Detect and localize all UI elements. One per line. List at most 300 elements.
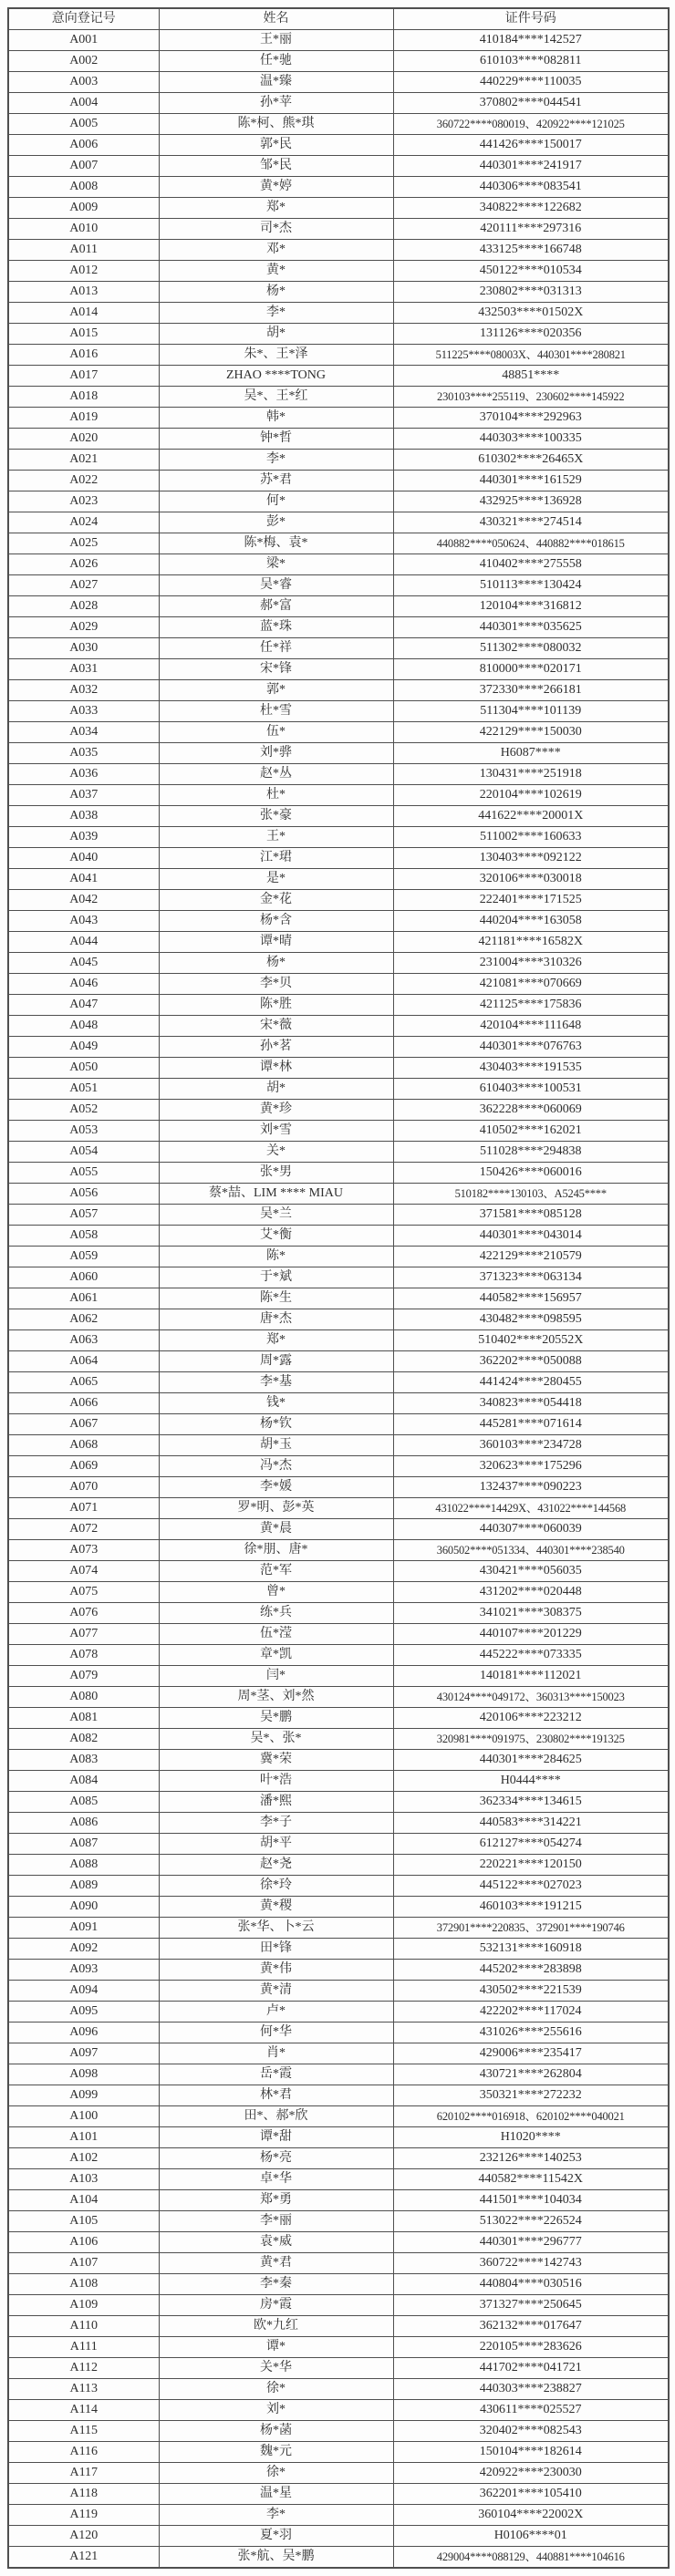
name-cell: 伍*滢 [159, 1624, 393, 1645]
table-row [8, 408, 669, 429]
table-body [8, 30, 669, 2569]
id-number-cell: 441426****150017 [393, 135, 669, 156]
table-row [8, 2002, 669, 2023]
registration-id-cell: A073 [8, 1540, 159, 1561]
table-row [8, 1121, 669, 1142]
id-number-cell: 430502****221539 [393, 1981, 669, 2002]
id-number-cell: 372901****220835、372901****190746 [393, 1918, 669, 1939]
table-row [8, 1687, 669, 1708]
name-cell: 李* [159, 303, 393, 324]
table-row [8, 1393, 669, 1414]
registration-id-cell: A063 [8, 1330, 159, 1351]
id-number-cell: 430403****191535 [393, 1058, 669, 1079]
registration-id-cell: A090 [8, 1897, 159, 1918]
id-number-cell: 432925****136928 [393, 491, 669, 512]
name-cell: 杜*雪 [159, 701, 393, 722]
registration-id-cell: A101 [8, 2127, 159, 2148]
registration-id-cell: A058 [8, 1226, 159, 1247]
id-number-cell: 230103****255119、230602****145922 [393, 387, 669, 408]
header-name: 姓名 [159, 8, 393, 30]
registration-id-cell: A010 [8, 219, 159, 240]
registration-id-cell: A017 [8, 366, 159, 387]
name-cell: 张*华、卜*云 [159, 1918, 393, 1939]
name-cell: 刘*骅 [159, 743, 393, 764]
id-number-cell: 140181****112021 [393, 1666, 669, 1687]
name-cell: 黄*君 [159, 2253, 393, 2274]
registration-id-cell: A114 [8, 2400, 159, 2421]
registration-id-cell: A018 [8, 387, 159, 408]
name-cell: 唐*杰 [159, 1309, 393, 1330]
registration-id-cell: A020 [8, 429, 159, 450]
name-cell: 温*臻 [159, 72, 393, 93]
table-row [8, 93, 669, 114]
id-number-cell: 341021****308375 [393, 1603, 669, 1624]
id-number-cell: 420106****223212 [393, 1708, 669, 1729]
table-row [8, 974, 669, 995]
registration-id-cell: A033 [8, 701, 159, 722]
table-row [8, 2526, 669, 2547]
name-cell: 黄*珍 [159, 1100, 393, 1121]
registration-id-cell: A039 [8, 827, 159, 848]
name-cell: 郑* [159, 1330, 393, 1351]
table-row [8, 2400, 669, 2421]
registration-id-cell: A056 [8, 1184, 159, 1205]
table-row [8, 1247, 669, 1267]
id-number-cell: 362201****105410 [393, 2484, 669, 2505]
registration-id-cell: A021 [8, 450, 159, 471]
name-cell: 伍* [159, 722, 393, 743]
table-row [8, 156, 669, 177]
name-cell: 杨* [159, 282, 393, 303]
table-row [8, 2547, 669, 2569]
registration-id-cell: A022 [8, 471, 159, 491]
registration-id-cell: A035 [8, 743, 159, 764]
name-cell: 黄*稷 [159, 1897, 393, 1918]
table-row [8, 1918, 669, 1939]
id-number-cell: 371327****250645 [393, 2295, 669, 2316]
id-number-cell: 430421****056035 [393, 1561, 669, 1582]
id-number-cell: 440804****030516 [393, 2274, 669, 2295]
table-row [8, 575, 669, 596]
id-number-cell: 460103****191215 [393, 1897, 669, 1918]
table-row [8, 198, 669, 219]
table-row [8, 1624, 669, 1645]
name-cell: 苏*君 [159, 471, 393, 491]
registration-id-cell: A068 [8, 1435, 159, 1456]
name-cell: 赵*丛 [159, 764, 393, 785]
id-number-cell: 410184****142527 [393, 30, 669, 51]
name-cell: 魏*元 [159, 2442, 393, 2463]
name-cell: 杨*钦 [159, 1414, 393, 1435]
registration-id-cell: A032 [8, 680, 159, 701]
registration-id-cell: A070 [8, 1477, 159, 1498]
id-number-cell: 440882****050624、440882****018615 [393, 533, 669, 554]
name-cell: 肖* [159, 2043, 393, 2064]
name-cell: 李*贝 [159, 974, 393, 995]
name-cell: 江*珺 [159, 848, 393, 869]
table-row [8, 2295, 669, 2316]
table-row [8, 72, 669, 93]
id-number-cell: 362334****134615 [393, 1792, 669, 1813]
table-row [8, 1792, 669, 1813]
table-row [8, 1771, 669, 1792]
registration-id-cell: A053 [8, 1121, 159, 1142]
id-number-cell: 320402****082543 [393, 2421, 669, 2442]
name-cell: 郑*勇 [159, 2190, 393, 2211]
name-cell: 欧*九红 [159, 2316, 393, 2337]
table-row [8, 1226, 669, 1247]
id-number-cell: 422129****210579 [393, 1247, 669, 1267]
table-row [8, 1981, 669, 2002]
id-number-cell: 440303****100335 [393, 429, 669, 450]
registration-id-cell: A109 [8, 2295, 159, 2316]
registration-id-cell: A076 [8, 1603, 159, 1624]
table-row [8, 471, 669, 491]
name-cell: 徐* [159, 2463, 393, 2484]
name-cell: 司*杰 [159, 219, 393, 240]
table-row [8, 1037, 669, 1058]
id-number-cell: 320623****175296 [393, 1456, 669, 1477]
id-number-cell: 511302****080032 [393, 638, 669, 659]
table-row [8, 324, 669, 345]
name-cell: 黄*婷 [159, 177, 393, 198]
name-cell: 韩* [159, 408, 393, 429]
name-cell: 陈*柯、熊*琪 [159, 114, 393, 135]
registration-id-cell: A078 [8, 1645, 159, 1666]
name-cell: 徐*玲 [159, 1876, 393, 1897]
id-number-cell: 610403****100531 [393, 1079, 669, 1100]
name-cell: 袁*威 [159, 2232, 393, 2253]
id-number-cell: 320981****091975、230802****191325 [393, 1729, 669, 1750]
table-row [8, 806, 669, 827]
registration-id-cell: A105 [8, 2211, 159, 2232]
table-row [8, 491, 669, 512]
id-number-cell: 441702****041721 [393, 2358, 669, 2379]
table-row [8, 1582, 669, 1603]
id-number-cell: 370802****044541 [393, 93, 669, 114]
table-row [8, 1184, 669, 1205]
id-number-cell: 445122****027023 [393, 1876, 669, 1897]
name-cell: 孙*茗 [159, 1037, 393, 1058]
header-registration-id: 意向登记号 [8, 8, 159, 30]
table-row [8, 680, 669, 701]
name-cell: 吴*、王*红 [159, 387, 393, 408]
registration-id-cell: A083 [8, 1750, 159, 1771]
id-number-cell: 220104****102619 [393, 785, 669, 806]
registration-id-cell: A116 [8, 2442, 159, 2463]
table-row [8, 1435, 669, 1456]
id-number-cell: 612127****054274 [393, 1834, 669, 1855]
registration-id-cell: A106 [8, 2232, 159, 2253]
registration-id-cell: A042 [8, 890, 159, 911]
name-cell: 李*媛 [159, 1477, 393, 1498]
registration-id-cell: A062 [8, 1309, 159, 1330]
table-row [8, 1645, 669, 1666]
name-cell: 胡* [159, 1079, 393, 1100]
name-cell: 王* [159, 827, 393, 848]
id-number-cell: 620102****016918、620102****040021 [393, 2106, 669, 2127]
table-row [8, 2043, 669, 2064]
registration-id-cell: A121 [8, 2547, 159, 2569]
registration-id-cell: A091 [8, 1918, 159, 1939]
table-row [8, 1100, 669, 1121]
table-row [8, 1372, 669, 1393]
registration-id-cell: A067 [8, 1414, 159, 1435]
table-row [8, 2148, 669, 2169]
registration-id-cell: A107 [8, 2253, 159, 2274]
registration-id-cell: A030 [8, 638, 159, 659]
table-row [8, 2274, 669, 2295]
table-row [8, 2442, 669, 2463]
table-row [8, 743, 669, 764]
registration-id-cell: A014 [8, 303, 159, 324]
id-number-cell: 440301****296777 [393, 2232, 669, 2253]
table-row [8, 1876, 669, 1897]
name-cell: 杨* [159, 953, 393, 974]
registration-id-cell: A077 [8, 1624, 159, 1645]
registration-id-cell: A086 [8, 1813, 159, 1834]
table-row [8, 282, 669, 303]
name-cell: 范*军 [159, 1561, 393, 1582]
name-cell: 刘*雪 [159, 1121, 393, 1142]
table-row [8, 1834, 669, 1855]
table-row [8, 450, 669, 471]
name-cell: ZHAO ****TONG [159, 366, 393, 387]
name-cell: 李*基 [159, 1372, 393, 1393]
table-row [8, 701, 669, 722]
registration-id-cell: A038 [8, 806, 159, 827]
registration-id-cell: A037 [8, 785, 159, 806]
table-row [8, 512, 669, 533]
table-row [8, 1267, 669, 1288]
table-row [8, 1939, 669, 1960]
registration-id-cell: A119 [8, 2505, 159, 2526]
name-cell: 任*祥 [159, 638, 393, 659]
id-number-cell: 511225****08003X、440301****280821 [393, 345, 669, 366]
table-row [8, 533, 669, 554]
name-cell: 钱* [159, 1393, 393, 1414]
name-cell: 杨*亮 [159, 2148, 393, 2169]
name-cell: 林*君 [159, 2085, 393, 2106]
id-number-cell: 372330****266181 [393, 680, 669, 701]
table-row [8, 1666, 669, 1687]
name-cell: 陈*胜 [159, 995, 393, 1016]
id-number-cell: 441501****104034 [393, 2190, 669, 2211]
registration-id-cell: A075 [8, 1582, 159, 1603]
id-number-cell: H1020**** [393, 2127, 669, 2148]
table-row [8, 2085, 669, 2106]
id-number-cell: 222401****171525 [393, 890, 669, 911]
name-cell: 邹*民 [159, 156, 393, 177]
registration-id-cell: A031 [8, 659, 159, 680]
id-number-cell: 440582****156957 [393, 1288, 669, 1309]
name-cell: 徐* [159, 2379, 393, 2400]
registration-id-cell: A108 [8, 2274, 159, 2295]
name-cell: 郭*民 [159, 135, 393, 156]
table-row [8, 764, 669, 785]
registration-id-cell: A071 [8, 1498, 159, 1519]
id-number-cell: 421081****070669 [393, 974, 669, 995]
name-cell: 房*霞 [159, 2295, 393, 2316]
registration-id-cell: A087 [8, 1834, 159, 1855]
table-row [8, 638, 669, 659]
id-number-cell: 421181****16582X [393, 932, 669, 953]
name-cell: 何*华 [159, 2023, 393, 2043]
name-cell: 朱*、王*泽 [159, 345, 393, 366]
name-cell: 关* [159, 1142, 393, 1163]
id-number-cell: 430611****025527 [393, 2400, 669, 2421]
registration-id-cell: A034 [8, 722, 159, 743]
registration-id-cell: A066 [8, 1393, 159, 1414]
id-number-cell: 429006****235417 [393, 2043, 669, 2064]
table-row [8, 2358, 669, 2379]
registration-id-cell: A098 [8, 2064, 159, 2085]
id-number-cell: 513022****226524 [393, 2211, 669, 2232]
id-number-cell: 360722****142743 [393, 2253, 669, 2274]
name-cell: 陈*梅、袁* [159, 533, 393, 554]
name-cell: 吴*睿 [159, 575, 393, 596]
table-row [8, 2106, 669, 2127]
id-number-cell: 440301****241917 [393, 156, 669, 177]
id-number-cell: 450122****010534 [393, 261, 669, 282]
name-cell: 周*露 [159, 1351, 393, 1372]
id-number-cell: 420922****230030 [393, 2463, 669, 2484]
id-number-cell: 440107****201229 [393, 1624, 669, 1645]
table-row [8, 785, 669, 806]
registration-id-cell: A103 [8, 2169, 159, 2190]
table-row [8, 1205, 669, 1226]
table-row [8, 1897, 669, 1918]
registration-id-cell: A081 [8, 1708, 159, 1729]
name-cell: 李*丽 [159, 2211, 393, 2232]
id-number-cell: 532131****160918 [393, 1939, 669, 1960]
table-row [8, 429, 669, 450]
name-cell: 吴*兰 [159, 1205, 393, 1226]
registration-id-cell: A097 [8, 2043, 159, 2064]
id-number-cell: 440582****11542X [393, 2169, 669, 2190]
id-number-cell: H0106****01 [393, 2526, 669, 2547]
table-row [8, 554, 669, 575]
id-number-cell: 231004****310326 [393, 953, 669, 974]
name-cell: 卓*华 [159, 2169, 393, 2190]
id-number-cell: 429004****088129、440881****104616 [393, 2547, 669, 2569]
id-number-cell: 420111****297316 [393, 219, 669, 240]
id-number-cell: 340823****054418 [393, 1393, 669, 1414]
table-row [8, 366, 669, 387]
table-row [8, 240, 669, 261]
registration-id-cell: A043 [8, 911, 159, 932]
name-cell: 李*子 [159, 1813, 393, 1834]
id-number-cell: 220105****283626 [393, 2337, 669, 2358]
id-number-cell: 422129****150030 [393, 722, 669, 743]
name-cell: 蓝*珠 [159, 617, 393, 638]
table-row [8, 1477, 669, 1498]
table-row [8, 617, 669, 638]
name-cell: 宋*锋 [159, 659, 393, 680]
table-row [8, 2023, 669, 2043]
name-cell: 闫* [159, 1666, 393, 1687]
registration-id-cell: A120 [8, 2526, 159, 2547]
id-number-cell: 610302****26465X [393, 450, 669, 471]
table-row [8, 2379, 669, 2400]
table-row [8, 2232, 669, 2253]
registration-id-cell: A080 [8, 1687, 159, 1708]
id-number-cell: 150104****182614 [393, 2442, 669, 2463]
name-cell: 黄*清 [159, 1981, 393, 2002]
name-cell: 冯*杰 [159, 1456, 393, 1477]
registration-id-cell: A094 [8, 1981, 159, 2002]
table-row [8, 1456, 669, 1477]
id-number-cell: 431026****255616 [393, 2023, 669, 2043]
registration-id-cell: A015 [8, 324, 159, 345]
id-number-cell: 511304****101139 [393, 701, 669, 722]
id-number-cell: 433125****166748 [393, 240, 669, 261]
name-cell: 黄*伟 [159, 1960, 393, 1981]
id-number-cell: 340822****122682 [393, 198, 669, 219]
table-row [8, 659, 669, 680]
name-cell: 于*斌 [159, 1267, 393, 1288]
table-row [8, 219, 669, 240]
registration-id-cell: A061 [8, 1288, 159, 1309]
registration-id-cell: A045 [8, 953, 159, 974]
registration-id-cell: A096 [8, 2023, 159, 2043]
name-cell: 温*星 [159, 2484, 393, 2505]
id-number-cell: 362132****017647 [393, 2316, 669, 2337]
name-cell: 冀*荣 [159, 1750, 393, 1771]
name-cell: 刘* [159, 2400, 393, 2421]
registration-id-cell: A072 [8, 1519, 159, 1540]
table-row [8, 827, 669, 848]
name-cell: 李* [159, 450, 393, 471]
table-row [8, 1540, 669, 1561]
table-row [8, 911, 669, 932]
name-cell: 关*华 [159, 2358, 393, 2379]
id-number-cell: 371323****063134 [393, 1267, 669, 1288]
registration-id-cell: A117 [8, 2463, 159, 2484]
table-row [8, 869, 669, 890]
registration-id-cell: A026 [8, 554, 159, 575]
name-cell: 卢* [159, 2002, 393, 2023]
table-row [8, 596, 669, 617]
table-row [8, 1498, 669, 1519]
registration-id-cell: A050 [8, 1058, 159, 1079]
table-row [8, 2169, 669, 2190]
table-row [8, 345, 669, 366]
table-row [8, 30, 669, 51]
name-cell: 谭*甜 [159, 2127, 393, 2148]
registration-id-cell: A059 [8, 1247, 159, 1267]
registration-id-cell: A047 [8, 995, 159, 1016]
id-number-cell: 430721****262804 [393, 2064, 669, 2085]
registration-id-cell: A011 [8, 240, 159, 261]
id-number-cell: 440307****060039 [393, 1519, 669, 1540]
name-cell: 杜* [159, 785, 393, 806]
id-number-cell: 431202****020448 [393, 1582, 669, 1603]
name-cell: 梁* [159, 554, 393, 575]
table-row [8, 135, 669, 156]
header-id-number: 证件号码 [393, 8, 669, 30]
registration-id-cell: A074 [8, 1561, 159, 1582]
id-number-cell: 232126****140253 [393, 2148, 669, 2169]
table-row [8, 2190, 669, 2211]
name-cell: 任*驰 [159, 51, 393, 72]
id-number-cell: 371581****085128 [393, 1205, 669, 1226]
table-row [8, 2064, 669, 2085]
table-row [8, 1058, 669, 1079]
id-number-cell: 440301****035625 [393, 617, 669, 638]
name-cell: 胡* [159, 324, 393, 345]
table-row [8, 1351, 669, 1372]
